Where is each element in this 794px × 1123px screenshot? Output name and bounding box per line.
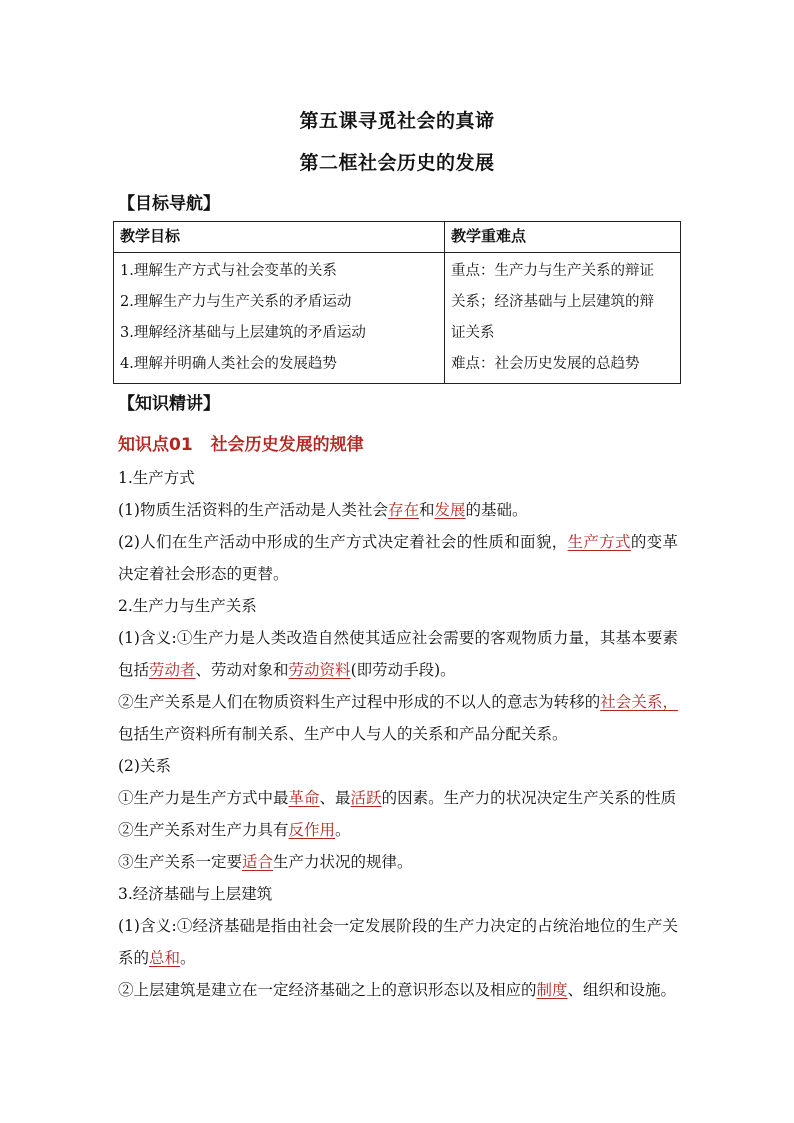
key-term: 社会关系， xyxy=(600,693,678,711)
key-term: 劳动资料 xyxy=(288,661,351,679)
knowledge-heading: 【知识精讲】 xyxy=(118,394,220,414)
goals-table xyxy=(113,221,681,384)
table-row xyxy=(114,253,681,384)
subsection-heading: 3.经济基础与上层建筑 xyxy=(118,885,273,903)
key-term: 制度 xyxy=(536,981,568,999)
keypoint-line: 重点：生产力与生产关系的辩证 xyxy=(451,263,654,279)
paragraph: ②生产关系对生产力具有反作用。 xyxy=(118,821,351,839)
paragraph: ③生产关系一定要适合生产力状况的规律。 xyxy=(118,853,413,871)
objective-item: 3.理解经济基础与上层建筑的矛盾运动 xyxy=(120,325,366,341)
key-term: 总和 xyxy=(149,949,181,967)
page-subtitle: 第二框社会历史的发展 xyxy=(299,152,495,174)
key-term: 劳动者 xyxy=(149,661,196,679)
page-title: 第五课寻觅社会的真谛 xyxy=(299,110,495,132)
key-term: 革命 xyxy=(288,789,320,807)
paragraph: (2)关系 xyxy=(118,757,171,775)
paragraph: ①生产力是生产方式中最革命、最活跃的因素。生产力的状况决定生产关系的性质 xyxy=(118,789,677,807)
key-term: 存在 xyxy=(387,501,419,519)
key-term: 生产方式 xyxy=(567,533,631,551)
objective-item: 4.理解并明确人类社会的发展趋势 xyxy=(120,356,337,372)
knowledge-point-heading xyxy=(118,430,364,455)
paragraph: (2)人们在生产活动中形成的生产方式决定着社会的性质和面貌，生产方式的变革决定着社会形态的更替。 xyxy=(118,533,678,583)
key-term: 发展 xyxy=(434,501,466,519)
paragraph: (1)物质生活资料的生产活动是人类社会存在和发展的基础。 xyxy=(118,501,528,519)
table-header-keypoints: 教学重难点 xyxy=(445,222,681,253)
subsection-heading: 2.生产力与生产关系 xyxy=(118,597,257,615)
keypoint-line: 关系；经济基础与上层建筑的辩 xyxy=(451,294,654,310)
knowledge-point-label: 知识点01 xyxy=(118,435,193,455)
key-term: 适合 xyxy=(242,853,274,871)
content-body xyxy=(118,462,678,1006)
objective-item: 1.理解生产方式与社会变革的关系 xyxy=(120,263,337,279)
key-term: 反作用 xyxy=(288,821,336,839)
key-term: 活跃 xyxy=(350,789,382,807)
paragraph: (1)含义:①生产力是人类改造自然使其适应社会需要的客观物质力量，其基本要素包括劳动者、劳动对象和劳动资料(即劳动手段)。 xyxy=(118,629,678,679)
keypoints-cell xyxy=(445,253,681,384)
keypoint-line: 证关系 xyxy=(451,325,495,341)
keypoint-line: 难点：社会历史发展的总趋势 xyxy=(451,356,640,372)
paragraph: ②上层建筑是建立在一定经济基础之上的意识形态以及相应的制度、组织和设施。 xyxy=(118,981,677,999)
table-header-objectives: 教学目标 xyxy=(114,222,445,253)
paragraph: ②生产关系是人们在物质资料生产过程中形成的不以人的意志为转移的社会关系，包括生产资料所有制关系、生产中人与人的关系和产品分配关系。 xyxy=(118,693,678,743)
table-header-row xyxy=(114,222,681,253)
objective-item: 2.理解生产力与生产关系的矛盾运动 xyxy=(120,294,352,310)
goals-heading: 【目标导航】 xyxy=(118,194,220,214)
paragraph: (1)含义:①经济基础是指由社会一定发展阶段的生产力决定的占统治地位的生产关系的总和。 xyxy=(118,917,678,967)
knowledge-point-title: 社会历史发展的规律 xyxy=(210,435,364,455)
objectives-cell xyxy=(114,253,445,384)
subsection-heading: 1.生产方式 xyxy=(118,469,195,487)
